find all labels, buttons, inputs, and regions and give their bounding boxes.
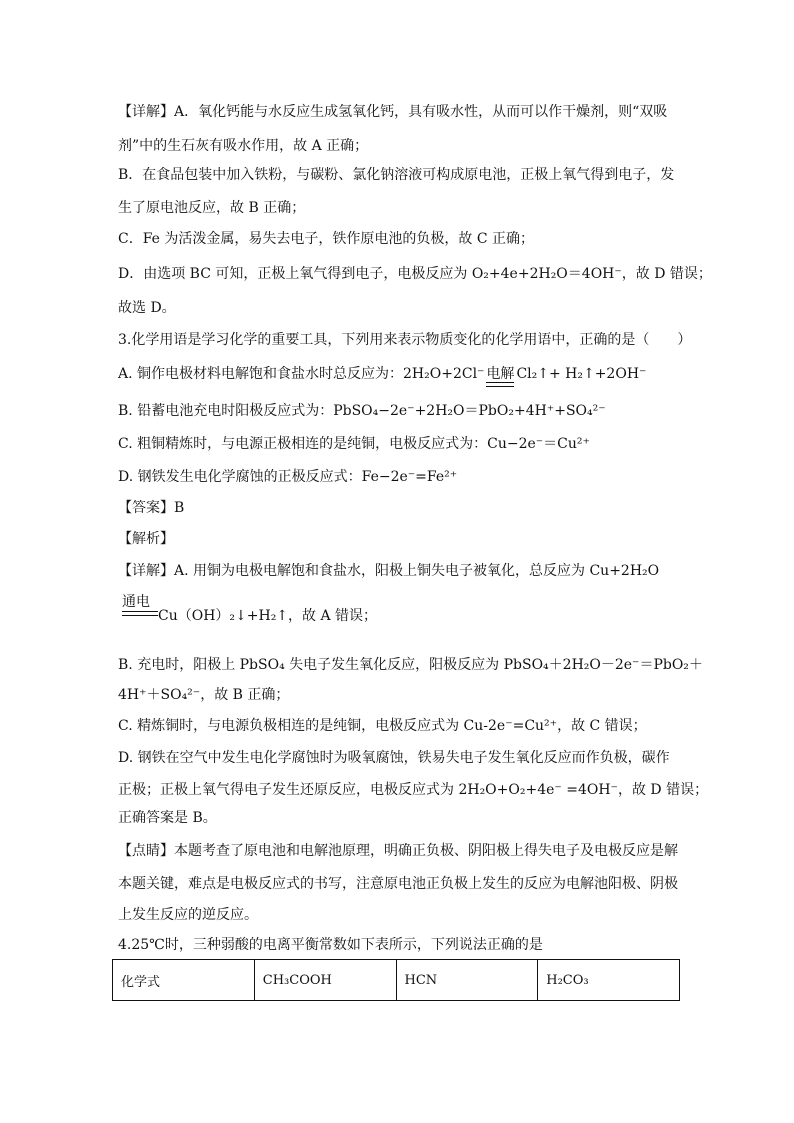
detail-b-line2: 4H⁺＋SO₄²⁻，故 B 正确； bbox=[118, 687, 290, 703]
table-cell: 化学式 bbox=[113, 960, 255, 1001]
text-line: 【详解】A．氧化钙能与水反应生成氢氧化钙，具有吸水性，从而可以作干燥剂，则“双吸 bbox=[118, 104, 668, 120]
option-a-text: A. 铜作电极材料电解饱和食盐水时总反应为：2H₂O+2Cl⁻ bbox=[118, 366, 485, 382]
conclusion: 正确答案是 B。 bbox=[118, 810, 217, 826]
text-line: D．由选项 BC 可知，正极上氧气得到电子，电极反应为 O₂+4e+2H₂O＝4OH⁻，故 D 错误； bbox=[118, 266, 712, 282]
table-cell: H₂CO₃ bbox=[538, 960, 680, 1001]
analysis-heading: 【解析】 bbox=[118, 531, 174, 547]
table-cell: HCN bbox=[396, 960, 538, 1001]
answer: 【答案】B bbox=[118, 500, 185, 516]
detail-d-line2: 正极；正极上氧气得电子发生还原反应，电极反应式为 2H₂O+O₂+4e⁻ =4OH⁻，故 D 错误； bbox=[118, 782, 709, 798]
option-d: D. 钢铁发生电化学腐蚀的正极反应式：Fe−2e⁻=Fe²⁺ bbox=[118, 469, 458, 485]
question-4-stem: 4.25℃时，三种弱酸的电离平衡常数如下表所示，下列说法正确的是 bbox=[118, 937, 543, 953]
text-line: 生了原电池反应，故 B 正确； bbox=[118, 200, 306, 216]
comment-line1: 【点睛】本题考查了原电池和电解池原理，明确正负极、阴阳极上得失电子及电极反应是解 bbox=[118, 843, 678, 859]
comment-line3: 上发生反应的逆反应。 bbox=[118, 907, 258, 923]
table-cell: CH₃COOH bbox=[254, 960, 396, 1001]
detail-b-line1: B. 充电时，阳极上 PbSO₄ 失电子发生氧化反应，阳极反应为 PbSO₄＋2H₂O－2e⁻＝PbO₂＋ bbox=[118, 657, 703, 673]
text-line: B．在食品包装中加入铁粉，与碳粉、氯化钠溶液可构成原电池，正极上氧气得到电子，发 bbox=[118, 167, 675, 183]
option-a bbox=[118, 364, 646, 387]
text-line: C．Fe 为活泼金属，易失去电子，铁作原电池的负极，故 C 正确； bbox=[118, 231, 535, 247]
table-row bbox=[113, 960, 680, 1001]
option-b: B. 铅蓄电池充电时阳极反应式为：PbSO₄−2e⁻+2H₂O＝PbO₂+4H⁺+SO₄²⁻ bbox=[118, 403, 606, 419]
dissociation-constant-table bbox=[112, 959, 680, 1001]
comment-line2: 本题关键，难点是电极反应式的书写，注意原电池正负极上发生的反应为电解池阳极、阴极 bbox=[118, 876, 678, 892]
text-line: 剂”中的生石灰有吸水作用，故 A 正确； bbox=[118, 138, 369, 154]
detail-c: C. 精炼铜时，与电源负极相连的是纯铜，电极反应式为 Cu-2e⁻=Cu²⁺，故 C 错误； bbox=[118, 718, 647, 734]
detail-a-line2: Cu（OH）₂↓+H₂↑，故 A 错误； bbox=[158, 608, 378, 624]
option-a-products: Cl₂↑+ H₂↑+2OH⁻ bbox=[516, 366, 647, 382]
text-line: 故选 D。 bbox=[118, 300, 176, 316]
question-3-stem: 3.化学用语是学习化学的重要工具，下列用来表示物质变化的化学用语中，正确的是（ ） bbox=[118, 332, 692, 348]
detail-d-line1: D. 钢铁在空气中发生电化学腐蚀时为吸氧腐蚀，铁易失电子发生氧化反应而作负极，碳作 bbox=[118, 750, 670, 766]
detail-a-line1: 【详解】A. 用铜为电极电解饱和食盐水，阳极上铜失电子被氧化，总反应为 Cu+2H₂O bbox=[118, 563, 660, 579]
option-c: C. 粗铜精炼时，与电源正极相连的是纯铜，电极反应式为：Cu−2e⁻＝Cu²⁺ bbox=[118, 436, 590, 452]
reaction-condition: 电解 bbox=[486, 367, 514, 387]
reaction-condition-block: 通电 bbox=[122, 594, 158, 616]
